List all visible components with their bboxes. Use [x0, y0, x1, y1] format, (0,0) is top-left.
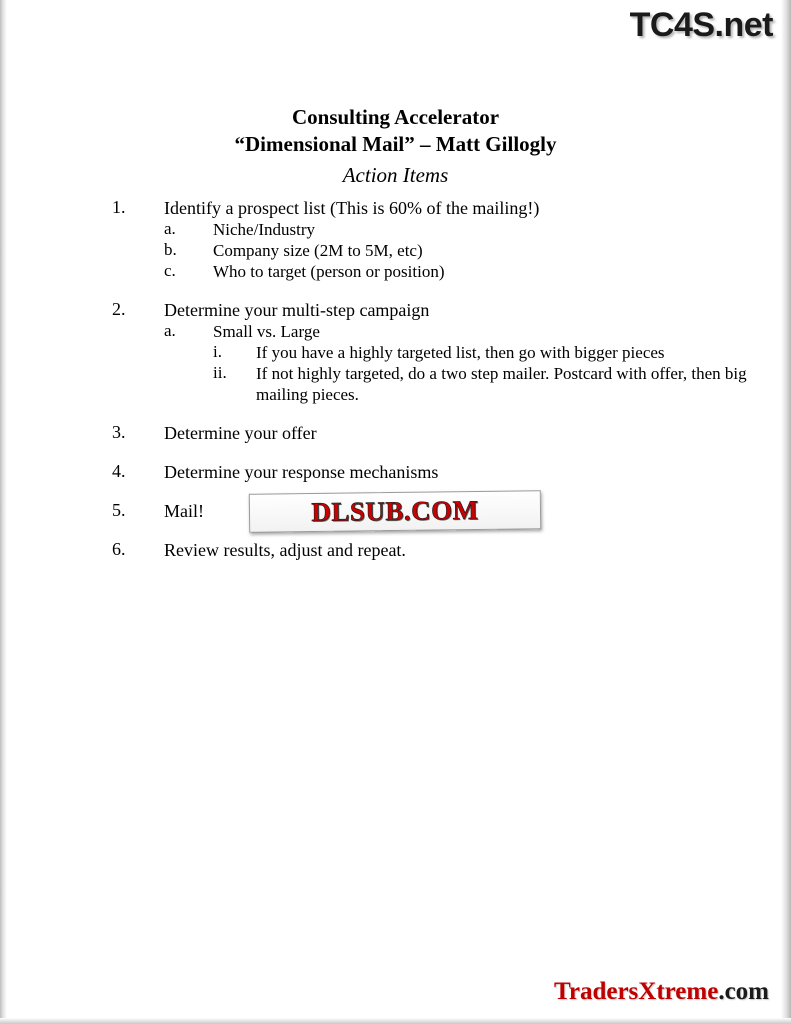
list-subitem	[164, 321, 791, 342]
watermark-bottom-tld: .com	[718, 978, 769, 1005]
watermark-bottom-right	[554, 978, 769, 1006]
list-item-text: Review results, adjust and repeat.	[164, 540, 406, 560]
list-item-number: 6.	[112, 539, 126, 559]
watermark-top-right: TC4S.net	[629, 6, 773, 44]
list-item-number: 2.	[112, 299, 126, 319]
list-subitem	[164, 261, 791, 282]
list-subitem-label: c.	[164, 261, 176, 280]
document-subtitle: Action Items	[342, 163, 449, 187]
spacer	[0, 282, 791, 299]
title-line-2: “Dimensional Mail” – Matt Gillogly	[234, 132, 557, 156]
dlsub-stamp-watermark	[249, 490, 541, 533]
list-item-number: 3.	[112, 422, 126, 442]
dlsub-stamp-text: DLSUB.COM	[311, 494, 479, 528]
list-item	[0, 539, 791, 561]
list-item	[0, 422, 791, 444]
list-subitem-label: a.	[164, 321, 176, 340]
list-subitem	[164, 219, 791, 240]
document-title-block	[0, 104, 791, 190]
list-item-number: 1.	[112, 197, 126, 217]
list-subitem-text: Company size (2M to 5M, etc)	[213, 241, 423, 260]
list-subitem-label: a.	[164, 219, 176, 238]
list-subitem-text: Niche/Industry	[213, 220, 315, 239]
list-subitem-label: b.	[164, 240, 177, 259]
list-item-text: Mail!	[164, 501, 204, 521]
list-item-text: Determine your offer	[164, 423, 317, 443]
list-item-number: 4.	[112, 461, 126, 481]
list-subitem-text: Small vs. Large	[213, 322, 320, 341]
list-subsubitem-text: If not highly targeted, do a two step mailer. Postcard with offer, then big mailing pieces.	[256, 364, 747, 404]
list-subitem	[164, 240, 791, 261]
spacer	[0, 444, 791, 461]
list-subsubitem-label: i.	[213, 342, 222, 361]
spacer	[0, 405, 791, 422]
list-item-text: Determine your multi-step campaign	[164, 300, 430, 320]
list-item	[0, 197, 791, 219]
watermark-bottom-name: TradersXtreme	[554, 978, 719, 1005]
list-item	[0, 461, 791, 483]
list-subitem-text: Who to target (person or position)	[213, 262, 445, 281]
list-subsubitem-label: ii.	[213, 363, 227, 382]
list-subsubitem-text: If you have a highly targeted list, then go with bigger pieces	[256, 343, 665, 362]
list-item-text: Identify a prospect list (This is 60% of the mailing!)	[164, 198, 540, 218]
list-item-text: Determine your response mechanisms	[164, 462, 439, 482]
list-item-number: 5.	[112, 500, 126, 520]
list-subsubitem	[213, 363, 791, 405]
list-subsubitem	[213, 342, 791, 363]
page-edge-bottom-shadow	[0, 1018, 791, 1024]
title-line-1: Consulting Accelerator	[291, 105, 500, 129]
list-item	[0, 299, 791, 321]
